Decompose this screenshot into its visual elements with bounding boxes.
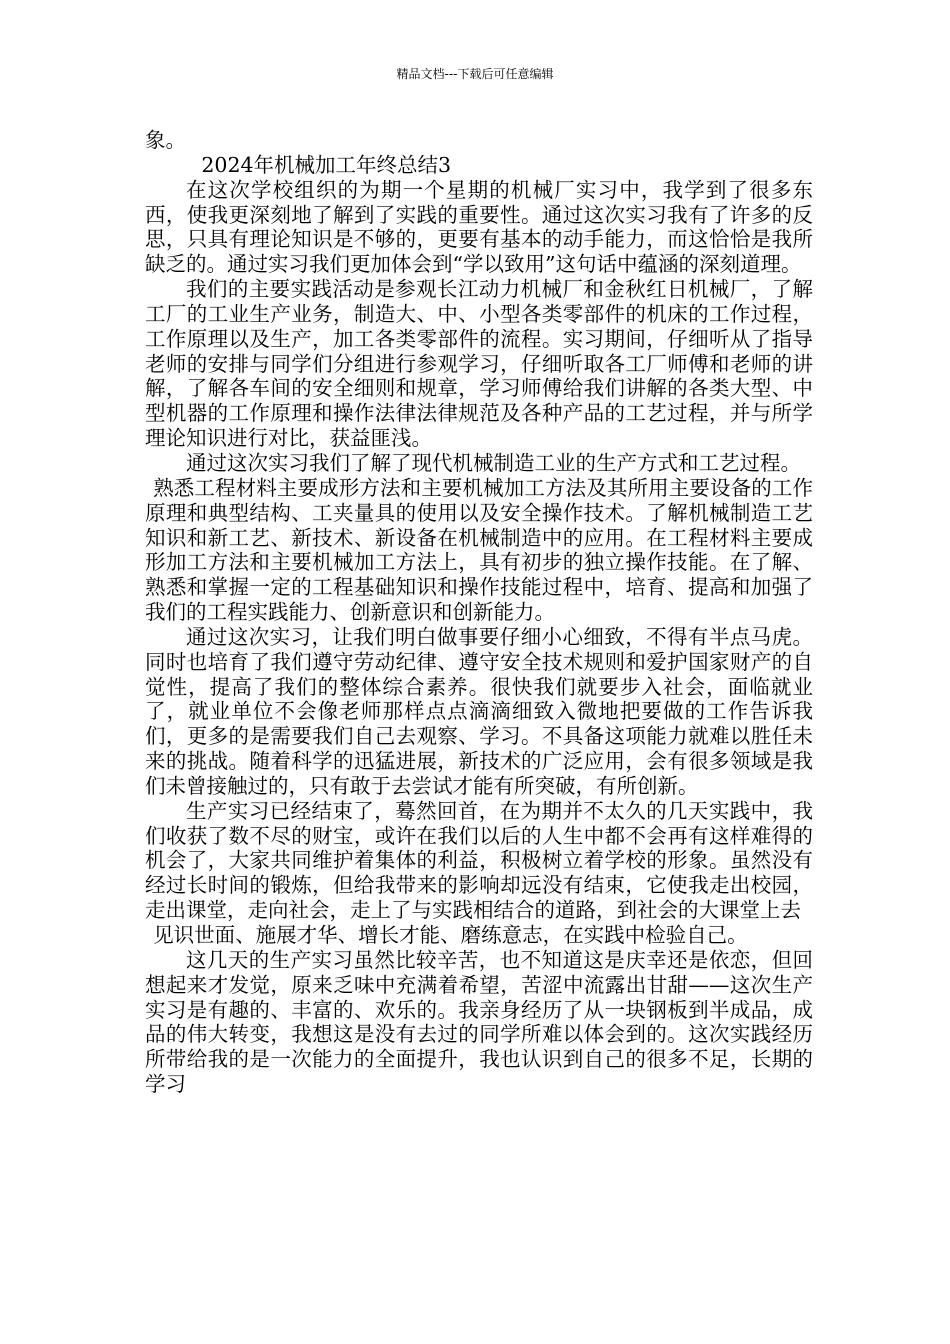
section-title: 2024年机械加工年终总结3 — [201, 152, 452, 177]
document-body — [145, 128, 813, 1097]
paragraph: 这几天的生产实习虽然比较辛苦，也不知道这是庆幸还是依恋，但回想起来才发觉，原来乏味中充满着希望，苦涩中流露出甘甜——这次生产实习是有趣的、丰富的、欢乐的。我亲身经历了从一块钢板到半成品，成品的伟大转变，我想这是没有去过的同学所难以体会到的。这次实践经历所带给我的是一次能力的全面提升，我也认识到自己的很多不足，长期的学习 — [145, 947, 813, 1097]
paragraph: 见识世面、施展才华、增长才能、磨练意志，在实践中检验自己。 — [153, 923, 748, 947]
paragraph-continuation: 象。 — [145, 128, 186, 152]
paragraph: 通过这次实习，让我们明白做事要仔细小心细致，不得有半点马虎。同时也培育了我们遵守劳动纪律、遵守安全技术规则和爱护国家财产的自觉性，提高了我们的整体综合素养。很快我们就要步入社会，面临就业了，就业单位不会像老师那样点点滴滴细致入微地把要做的工作告诉我们，更多的是需要我们自己去观察、学习。不具备这项能力就难以胜任未来的挑战。随着科学的迅猛进展，新技术的广泛应用，会有很多领域是我们未曾接触过的，只有敢于去尝试才能有所突破，有所创新。 — [145, 624, 813, 798]
paragraph: 通过这次实习我们了解了现代机械制造工业的生产方式和工艺过程。 — [186, 450, 801, 475]
page-header: 精品文档---下载后可任意编辑 — [396, 67, 554, 81]
paragraph: 我们的主要实践活动是参观长江动力机械厂和金秋红日机械厂，了解工厂的工业生产业务，制造大、中、小型各类零部件的机床的工作过程，工作原理以及生产，加工各类零部件的流程。实习期间，仔细听从了指导老师的安排与同学们分组进行参观学习，仔细听取各工厂师傅和老师的讲解，了解各车间的安全细则和规章，学习师傅给我们讲解的各类大型、中型机器的工作原理和操作法律法律规范及各种产品的工艺过程，并与所学理论知识进行对比，获益匪浅。 — [145, 277, 813, 451]
paragraph: 在这次学校组织的为期一个星期的机械厂实习中，我学到了很多东西，使我更深刻地了解到了实践的重要性。通过这次实习我有了许多的反思，只具有理论知识是不够的，更要有基本的动手能力，而这恰恰是我所缺乏的。通过实习我们更加体会到“学以致用”这句话中蕴涵的深刻道理。 — [145, 177, 813, 277]
paragraph: 生产实习已经结束了，蓦然回首，在为期并不太久的几天实践中，我们收获了数不尽的财宝，或许在我们以后的人生中都不会再有这样难得的机会了，大家共同维护着集体的利益，积极树立着学校的形象。虽然没有经过长时间的锻炼，但给我带来的影响却远没有结束，它使我走出校园，走出课堂，走向社会，走上了与实践相结合的道路，到社会的大课堂上去 — [145, 798, 813, 923]
paragraph: 熟悉工程材料主要成形方法和主要机械加工方法及其所用主要设备的工作原理和典型结构、工夹量具的使用以及安全操作技术。了解机械制造工艺知识和新工艺、新技术、新设备在机械制造中的应用。在工程材料主要成形加工方法和主要机械加工方法上，具有初步的独立操作技能。在了解、熟悉和掌握一定的工程基础知识和操作技能过程中，培育、提高和加强了我们的工程实践能力、创新意识和创新能力。 — [145, 475, 813, 625]
